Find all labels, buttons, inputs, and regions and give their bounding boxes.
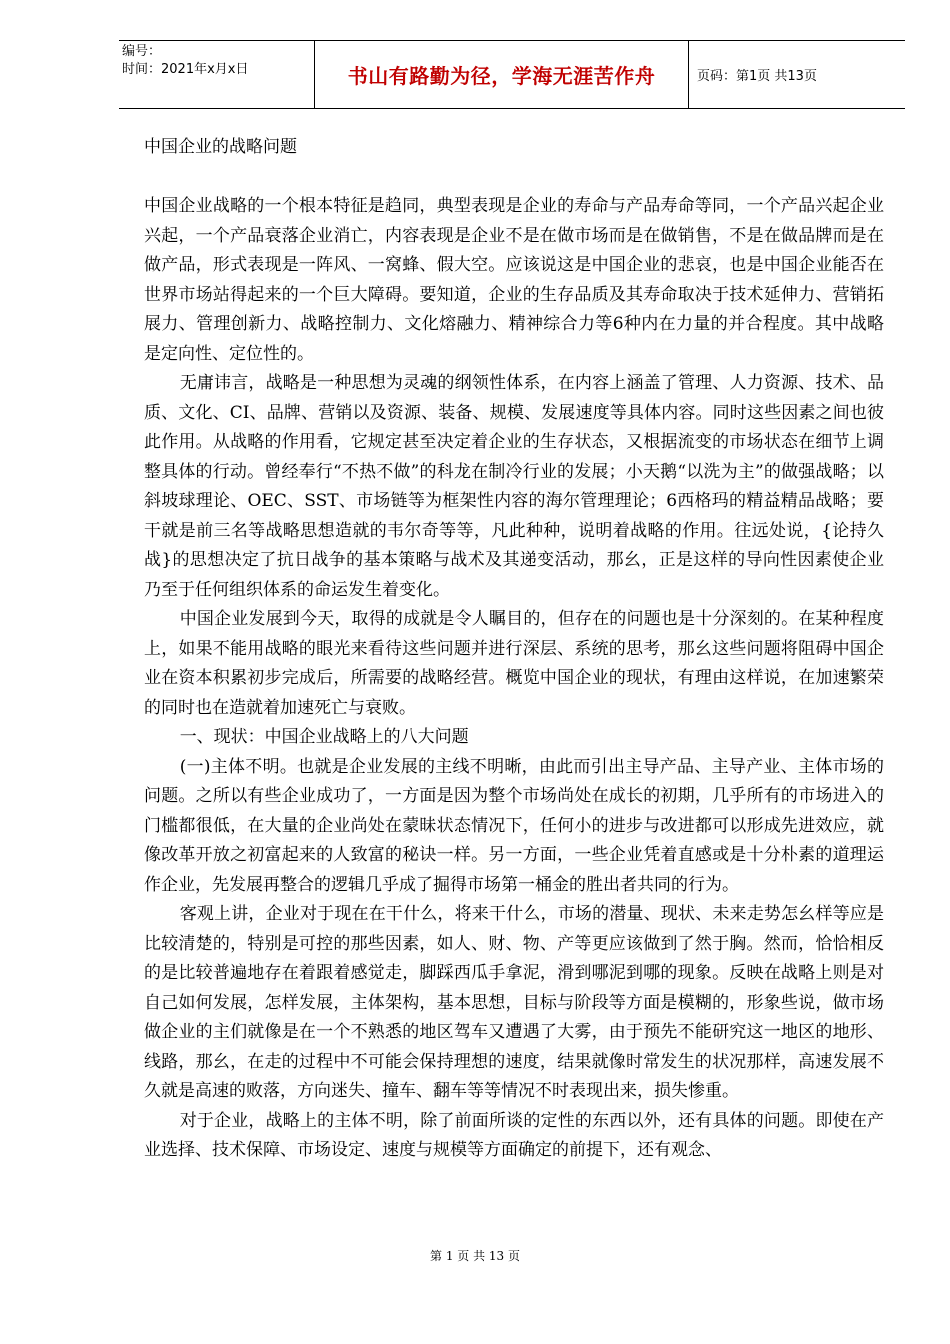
document-header (119, 40, 905, 109)
paragraph-development-status: 中国企业发展到今天，取得的成就是令人瞩目的，但存在的问题也是十分深刻的。在某种程度上，如果不能用战略的眼光来看待这些问题并进行深层、系统的思考，那幺这些问题将阻碍中国企业在资本积累初步完成后，所需要的战略经营。概览中国企业的现状，有理由这样说，在加速繁荣的同时也在造就着加速死亡与衰败。 (144, 609, 884, 718)
paragraph-strategy-definition: 无庸讳言，战略是一种思想为灵魂的纲领性体系，在内容上涵盖了管理、人力资源、技术、品质、文化、CI、品牌、营销以及资源、装备、规模、发展速度等具体内容。同时这些因素之间也彼此作用。从战略的作用看，它规定甚至决定着企业的生存状态，又根据流变的市场状态在细节上调整具体的行动。曾经奉行“不热不做”的科龙在制冷行业的发展；小天鹅“以洗为主”的做强战略；以斜坡球理论、OEC、SST、市场链等为框架性内容的海尔管理理论；6西格玛的精益精品战略；要干就是前三名等战略思想造就的韦尔奇等等，凡此种种，说明着战略的作用。往远处说，{论持久战}的思想决定了抗日战争的基本策略与战术及其递变活动，那幺，正是这样的导向性因素使企业乃至于任何组织体系的命运发生着变化。 (144, 373, 884, 600)
blank-line (144, 163, 884, 193)
header-number-label: 编号： (122, 44, 162, 59)
header-page-label: 页码：第1页 共13页 (697, 69, 817, 84)
paragraph-subject-unclear: 对于企业，战略上的主体不明，除了前面所谈的定性的东西以外，还有具体的问题。即使在产业选择、技术保障、市场设定、速度与规模等方面确定的前提下，还有观念、 (144, 1110, 884, 1160)
header-meta-cell (119, 41, 315, 108)
paragraph-objective-view: 客观上讲，企业对于现在在干什么，将来干什么，市场的潜量、现状、未来走势怎幺样等应是比较清楚的，特别是可控的那些因素，如人、财、物、产等更应该做到了然于胸。然而，恰恰相反的是比较普遍地存在着跟着感觉走，脚踩西瓜手拿泥，滑到哪泥到哪的现象。反映在战略上则是对自己如何发展，怎样发展，主体架构，基本思想，目标与阶段等方面是模糊的，形象些说，做市场做企业的主们就像是在一个不熟悉的地区驾车又遭遇了大雾，由于预先不能研究这一地区的地形、线路，那幺，在走的过程中不可能会保持理想的速度，结果就像时常发生的状况那样，高速发展不久就是高速的败落，方向迷失、撞车、翻车等等情况不时表现出来，损失惨重。 (144, 904, 884, 1101)
header-time-label: 时间：2021年x月x日 (122, 62, 249, 77)
header-motto: 书山有路勤为径，学海无涯苦作舟 (315, 41, 689, 108)
paragraph-problem-one: (一)主体不明。也就是企业发展的主线不明晰，由此而引出主导产品、主导产业、主体市场的问题。之所以有些企业成功了，一方面是因为整个市场尚处在成长的初期，几乎所有的市场进入的门槛都很低，在大量的企业尚处在蒙昧状态情况下，任何小的进步与改进都可以形成先进效应，就像改革开放之初富起来的人致富的秘诀一样。另一方面，一些企业凭着直感或是十分朴素的道理运作企业，先发展再整合的逻辑几乎成了掘得市场第一桶金的胜出者共同的行为。 (144, 756, 884, 895)
document-title: 中国企业的战略问题 (144, 137, 297, 157)
page-footer: 第 1 页 共 13 页 (430, 1249, 520, 1263)
paragraph-intro: 中国企业战略的一个根本特征是趋同，典型表现是企业的寿命与产品寿命等同，一个产品兴起企业兴起，一个产品衰落企业消亡，内容表现是企业不是在做市场而是在做销售，不是在做品牌而是在做产品，形式表现是一阵风、一窝蜂、假大空。应该说这是中国企业的悲哀，也是中国企业能否在世界市场站得起来的一个巨大障碍。要知道，企业的生存品质及其寿命取决于技术延伸力、营销拓展力、管理创新力、战略控制力、文化熔融力、精神综合力等6种内在力量的并合程度。其中战略是定向性、定位性的。 (144, 196, 884, 364)
document-body (144, 133, 884, 1166)
section-heading: 一、现状：中国企业战略上的八大问题 (179, 727, 469, 747)
